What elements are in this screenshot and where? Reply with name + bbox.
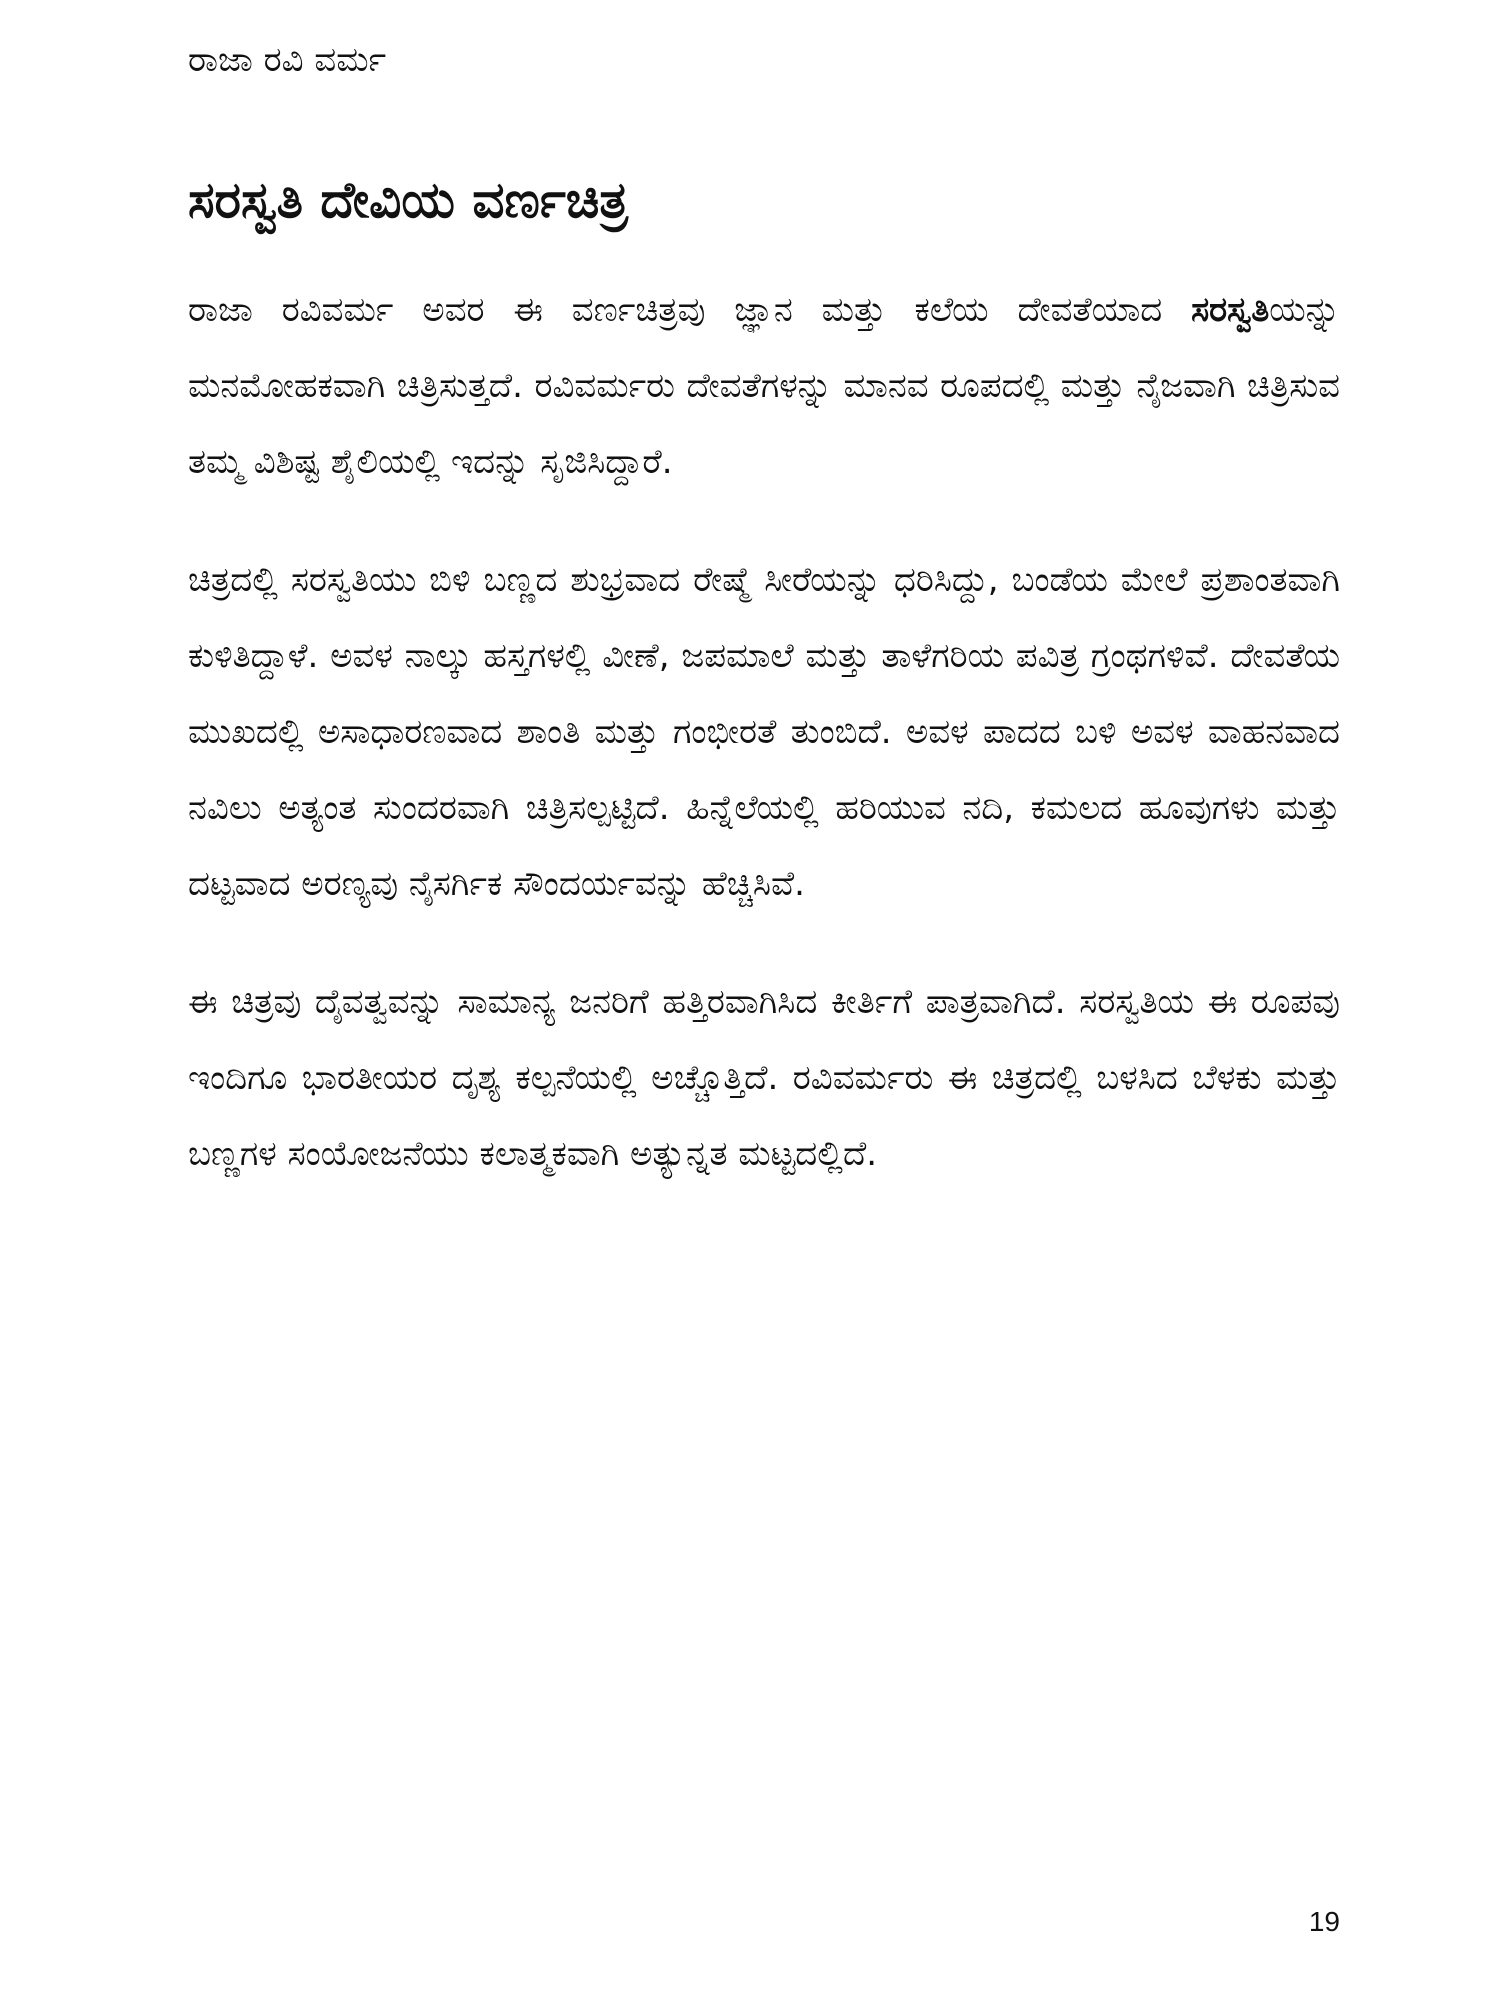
running-header: ರಾಜಾ ರವಿ ವರ್ಮ	[188, 40, 387, 80]
paragraph-intro-rest: ಯನ್ನು ಮನಮೋಹಕವಾಗಿ ಚಿತ್ರಿಸುತ್ತದೆ. ರವಿವರ್ಮರು ದೇವತೆಗಳನ್ನು ಮಾನವ ರೂಪದಲ್ಲಿ ಮತ್ತು ನೈಜವಾಗಿ ಚಿತ್ರಿಸುವ ತಮ್ಮ ವಿಶಿಷ್ಟ ಶೈಲಿಯಲ್ಲಿ ಇದನ್ನು ಸೃಜಿಸಿದ್ದಾರೆ.	[188, 290, 1340, 482]
paragraph-intro-start: ರಾಜಾ ರವಿವರ್ಮ ಅವರ ಈ ವರ್ಣಚಿತ್ರವು ಜ್ಞಾನ ಮತ್ತು ಕಲೆಯ ದೇವತೆಯಾದ	[188, 290, 1192, 330]
article-body	[188, 272, 1340, 1234]
paragraph-intro	[188, 272, 1340, 500]
paragraph-significance: ಈ ಚಿತ್ರವು ದೈವತ್ವವನ್ನು ಸಾಮಾನ್ಯ ಜನರಿಗೆ ಹತ್ತಿರವಾಗಿಸಿದ ಕೀರ್ತಿಗೆ ಪಾತ್ರವಾಗಿದೆ. ಸರಸ್ವತಿಯ ಈ ರೂಪವು ಇಂದಿಗೂ ಭಾರತೀಯರ ದೃಶ್ಯ ಕಲ್ಪನೆಯಲ್ಲಿ ಅಚ್ಚೊತ್ತಿದೆ. ರವಿವರ್ಮರು ಈ ಚಿತ್ರದಲ್ಲಿ ಬಳಸಿದ ಬೆಳಕು ಮತ್ತು ಬಣ್ಣಗಳ ಸಂಯೋಜನೆಯು ಕಲಾತ್ಮಕವಾಗಿ ಅತ್ಯುನ್ನತ ಮಟ್ಟದಲ್ಲಿದೆ.	[188, 982, 1340, 1174]
bold-subject-name: ಸರಸ್ವತಿ	[1191, 290, 1270, 330]
page-number: 19	[1308, 1906, 1340, 1937]
page-title: ಸರಸ್ವತಿ ದೇವಿಯ ವರ್ಣಚಿತ್ರ	[188, 171, 628, 229]
paragraph-description: ಚಿತ್ರದಲ್ಲಿ ಸರಸ್ವತಿಯು ಬಿಳಿ ಬಣ್ಣದ ಶುಭ್ರವಾದ ರೇಷ್ಮೆ ಸೀರೆಯನ್ನು ಧರಿಸಿದ್ದು, ಬಂಡೆಯ ಮೇಲೆ ಪ್ರಶಾಂತವಾಗಿ ಕುಳಿತಿದ್ದಾಳೆ. ಅವಳ ನಾಲ್ಕು ಹಸ್ತಗಳಲ್ಲಿ ವೀಣೆ, ಜಪಮಾಲೆ ಮತ್ತು ತಾಳೆಗರಿಯ ಪವಿತ್ರ ಗ್ರಂಥಗಳಿವೆ. ದೇವತೆಯ ಮುಖದಲ್ಲಿ ಅಸಾಧಾರಣವಾದ ಶಾಂತಿ ಮತ್ತು ಗಂಭೀರತೆ ತುಂಬಿದೆ. ಅವಳ ಪಾದದ ಬಳಿ ಅವಳ ವಾಹನವಾದ ನವಿಲು ಅತ್ಯಂತ ಸುಂದರವಾಗಿ ಚಿತ್ರಿಸಲ್ಪಟ್ಟಿದೆ. ಹಿನ್ನೆಲೆಯಲ್ಲಿ ಹರಿಯುವ ನದಿ, ಕಮಲದ ಹೂವುಗಳು ಮತ್ತು ದಟ್ಟವಾದ ಅರಣ್ಯವು ನೈಸರ್ಗಿಕ ಸೌಂದರ್ಯವನ್ನು ಹೆಚ್ಚಿಸಿವೆ.	[188, 560, 1340, 904]
